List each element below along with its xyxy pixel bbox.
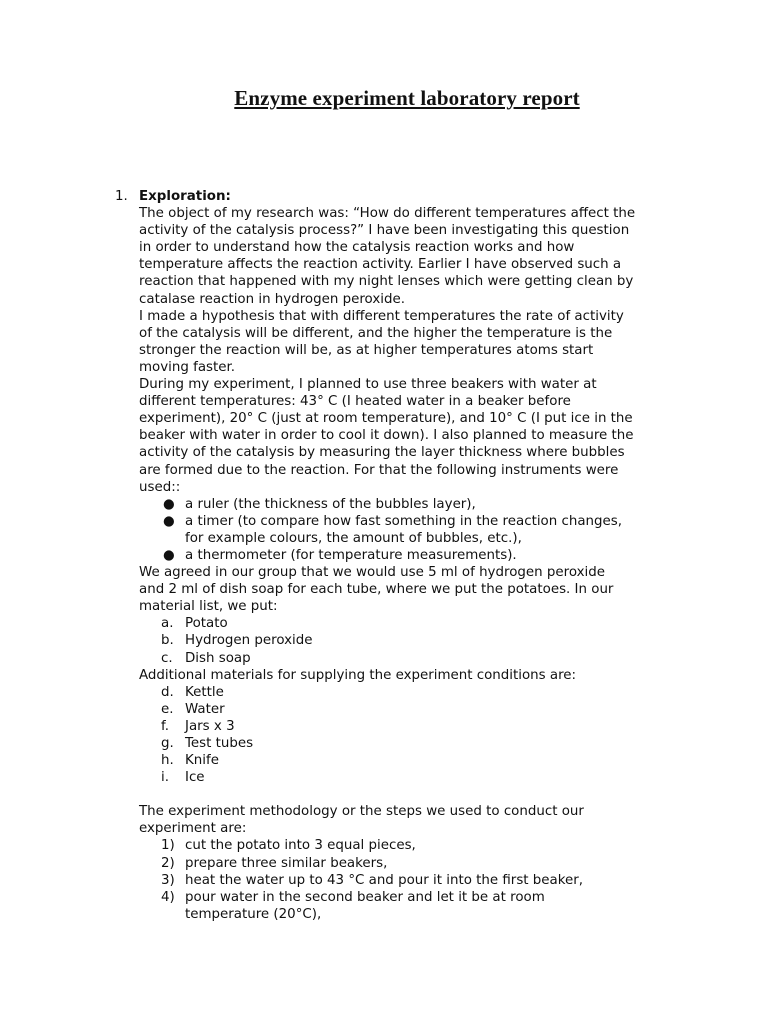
list-item-text: Knife bbox=[185, 753, 219, 769]
list-item bbox=[139, 752, 679, 769]
bullet-marker: ● bbox=[163, 547, 175, 563]
list-marker: h. bbox=[161, 753, 174, 769]
step-marker: 1) bbox=[161, 838, 175, 854]
text-line: are formed due to the reaction. For that the following instruments were bbox=[139, 462, 619, 478]
list-item-text: Dish soap bbox=[185, 650, 251, 666]
paragraph-hypothesis bbox=[139, 308, 679, 376]
list-marker: f. bbox=[161, 718, 169, 734]
text-line: During my experiment, I planned to use three beakers with water at bbox=[139, 377, 597, 393]
text-line: in order to understand how the catalysis reaction works and how bbox=[139, 240, 575, 256]
list-item bbox=[139, 701, 679, 718]
text-line: temperature affects the reaction activity. Earlier I have observed such a bbox=[139, 257, 622, 273]
list-marker: a. bbox=[161, 616, 174, 632]
list-item bbox=[139, 632, 679, 649]
list-marker: e. bbox=[161, 701, 174, 717]
list-marker: d. bbox=[161, 684, 174, 700]
paragraph-group-agreement bbox=[139, 564, 679, 615]
methodology-intro bbox=[139, 803, 679, 837]
list-item-text: Hydrogen peroxide bbox=[185, 633, 313, 649]
list-item bbox=[139, 684, 679, 701]
list-item-text: a timer (to compare how fast something in the reaction changes, bbox=[185, 513, 622, 529]
text-line: experiment are: bbox=[139, 821, 247, 837]
list-marker: b. bbox=[161, 633, 174, 649]
list-item bbox=[139, 718, 679, 735]
list-item-text: heat the water up to 43 °C and pour it into the first beaker, bbox=[185, 872, 584, 888]
text-line: different temperatures: 43° C (I heated water in a beaker before bbox=[139, 394, 571, 410]
methodology-steps-list bbox=[139, 837, 679, 922]
step-marker: 3) bbox=[161, 872, 175, 888]
list-item bbox=[139, 837, 679, 854]
section-exploration bbox=[115, 188, 679, 923]
list-item bbox=[139, 872, 679, 889]
list-item-text: Jars x 3 bbox=[185, 718, 235, 734]
text-line: used:: bbox=[139, 479, 181, 495]
text-line: of the catalysis will be different, and the higher the temperature is the bbox=[139, 325, 613, 341]
materials-list bbox=[139, 615, 679, 666]
additional-materials-list bbox=[139, 684, 679, 787]
list-item bbox=[139, 735, 679, 752]
list-item bbox=[139, 650, 679, 667]
list-item bbox=[139, 496, 679, 513]
paragraph-experiment-plan bbox=[139, 376, 679, 496]
step-marker: 2) bbox=[161, 855, 175, 871]
list-item bbox=[139, 769, 679, 786]
list-item bbox=[139, 513, 679, 547]
list-item bbox=[139, 889, 679, 923]
section-heading: Exploration: bbox=[139, 189, 231, 204]
list-item-text: a thermometer (for temperature measurements). bbox=[185, 547, 517, 563]
bullet-marker: ● bbox=[163, 513, 175, 529]
list-item-text: for example colours, the amount of bubbles, etc.), bbox=[185, 530, 522, 546]
text-line: activity of the catalysis by measuring the layer thickness where bubbles bbox=[139, 445, 625, 461]
list-item bbox=[139, 547, 679, 564]
text-line: and 2 ml of dish soap for each tube, where we put the potatoes. In our bbox=[139, 582, 614, 598]
list-item-text: Test tubes bbox=[185, 736, 254, 751]
list-item-text: pour water in the second beaker and let it be at room bbox=[185, 889, 545, 905]
bullet-marker: ● bbox=[163, 496, 175, 512]
text-line: catalase reaction in hydrogen peroxide. bbox=[139, 291, 405, 307]
list-item-text: a ruler (the thickness of the bubbles layer), bbox=[185, 496, 476, 512]
list-marker: g. bbox=[161, 736, 174, 751]
document-body bbox=[115, 188, 679, 923]
list-item-text: Ice bbox=[185, 770, 205, 786]
list-marker: c. bbox=[161, 650, 173, 666]
list-item bbox=[139, 855, 679, 872]
text-line: experiment), 20° C (just at room temperature), and 10° C (I put ice in the bbox=[139, 411, 633, 427]
list-item-text: temperature (20°C), bbox=[185, 906, 322, 922]
list-item bbox=[139, 615, 679, 632]
instruments-list bbox=[139, 496, 679, 564]
text-line: reaction that happened with my night lenses which were getting clean by bbox=[139, 274, 634, 290]
text-line: I made a hypothesis that with different temperatures the rate of activity bbox=[139, 308, 624, 324]
step-marker: 4) bbox=[161, 889, 175, 905]
text-line: activity of the catalysis process?” I have been investigating this question bbox=[139, 223, 630, 239]
text-line: We agreed in our group that we would use 5 ml of hydrogen peroxide bbox=[139, 565, 605, 581]
section-number: 1. bbox=[115, 189, 128, 204]
text-line: material list, we put: bbox=[139, 599, 278, 615]
document-title: Enzyme experiment laboratory report bbox=[234, 86, 580, 110]
list-item-text: Potato bbox=[185, 616, 228, 632]
list-marker: i. bbox=[161, 770, 169, 786]
text-line: The experiment methodology or the steps we used to conduct our bbox=[139, 804, 584, 820]
text-line: beaker with water in order to cool it down). I also planned to measure the bbox=[139, 428, 634, 444]
paragraph-research-object bbox=[139, 205, 679, 308]
list-item-text: Kettle bbox=[185, 684, 224, 700]
spacer bbox=[139, 786, 679, 803]
list-item-text: cut the potato into 3 equal pieces, bbox=[185, 838, 416, 854]
list-item-text: Water bbox=[185, 701, 225, 717]
text-line: stronger the reaction will be, as at higher temperatures atoms start bbox=[139, 342, 594, 358]
text-line: moving faster. bbox=[139, 359, 236, 375]
additional-materials-intro: Additional materials for supplying the experiment conditions are: bbox=[139, 667, 577, 683]
text-line: The object of my research was: “How do different temperatures affect the bbox=[139, 206, 636, 222]
list-item-text: prepare three similar beakers, bbox=[185, 855, 388, 871]
